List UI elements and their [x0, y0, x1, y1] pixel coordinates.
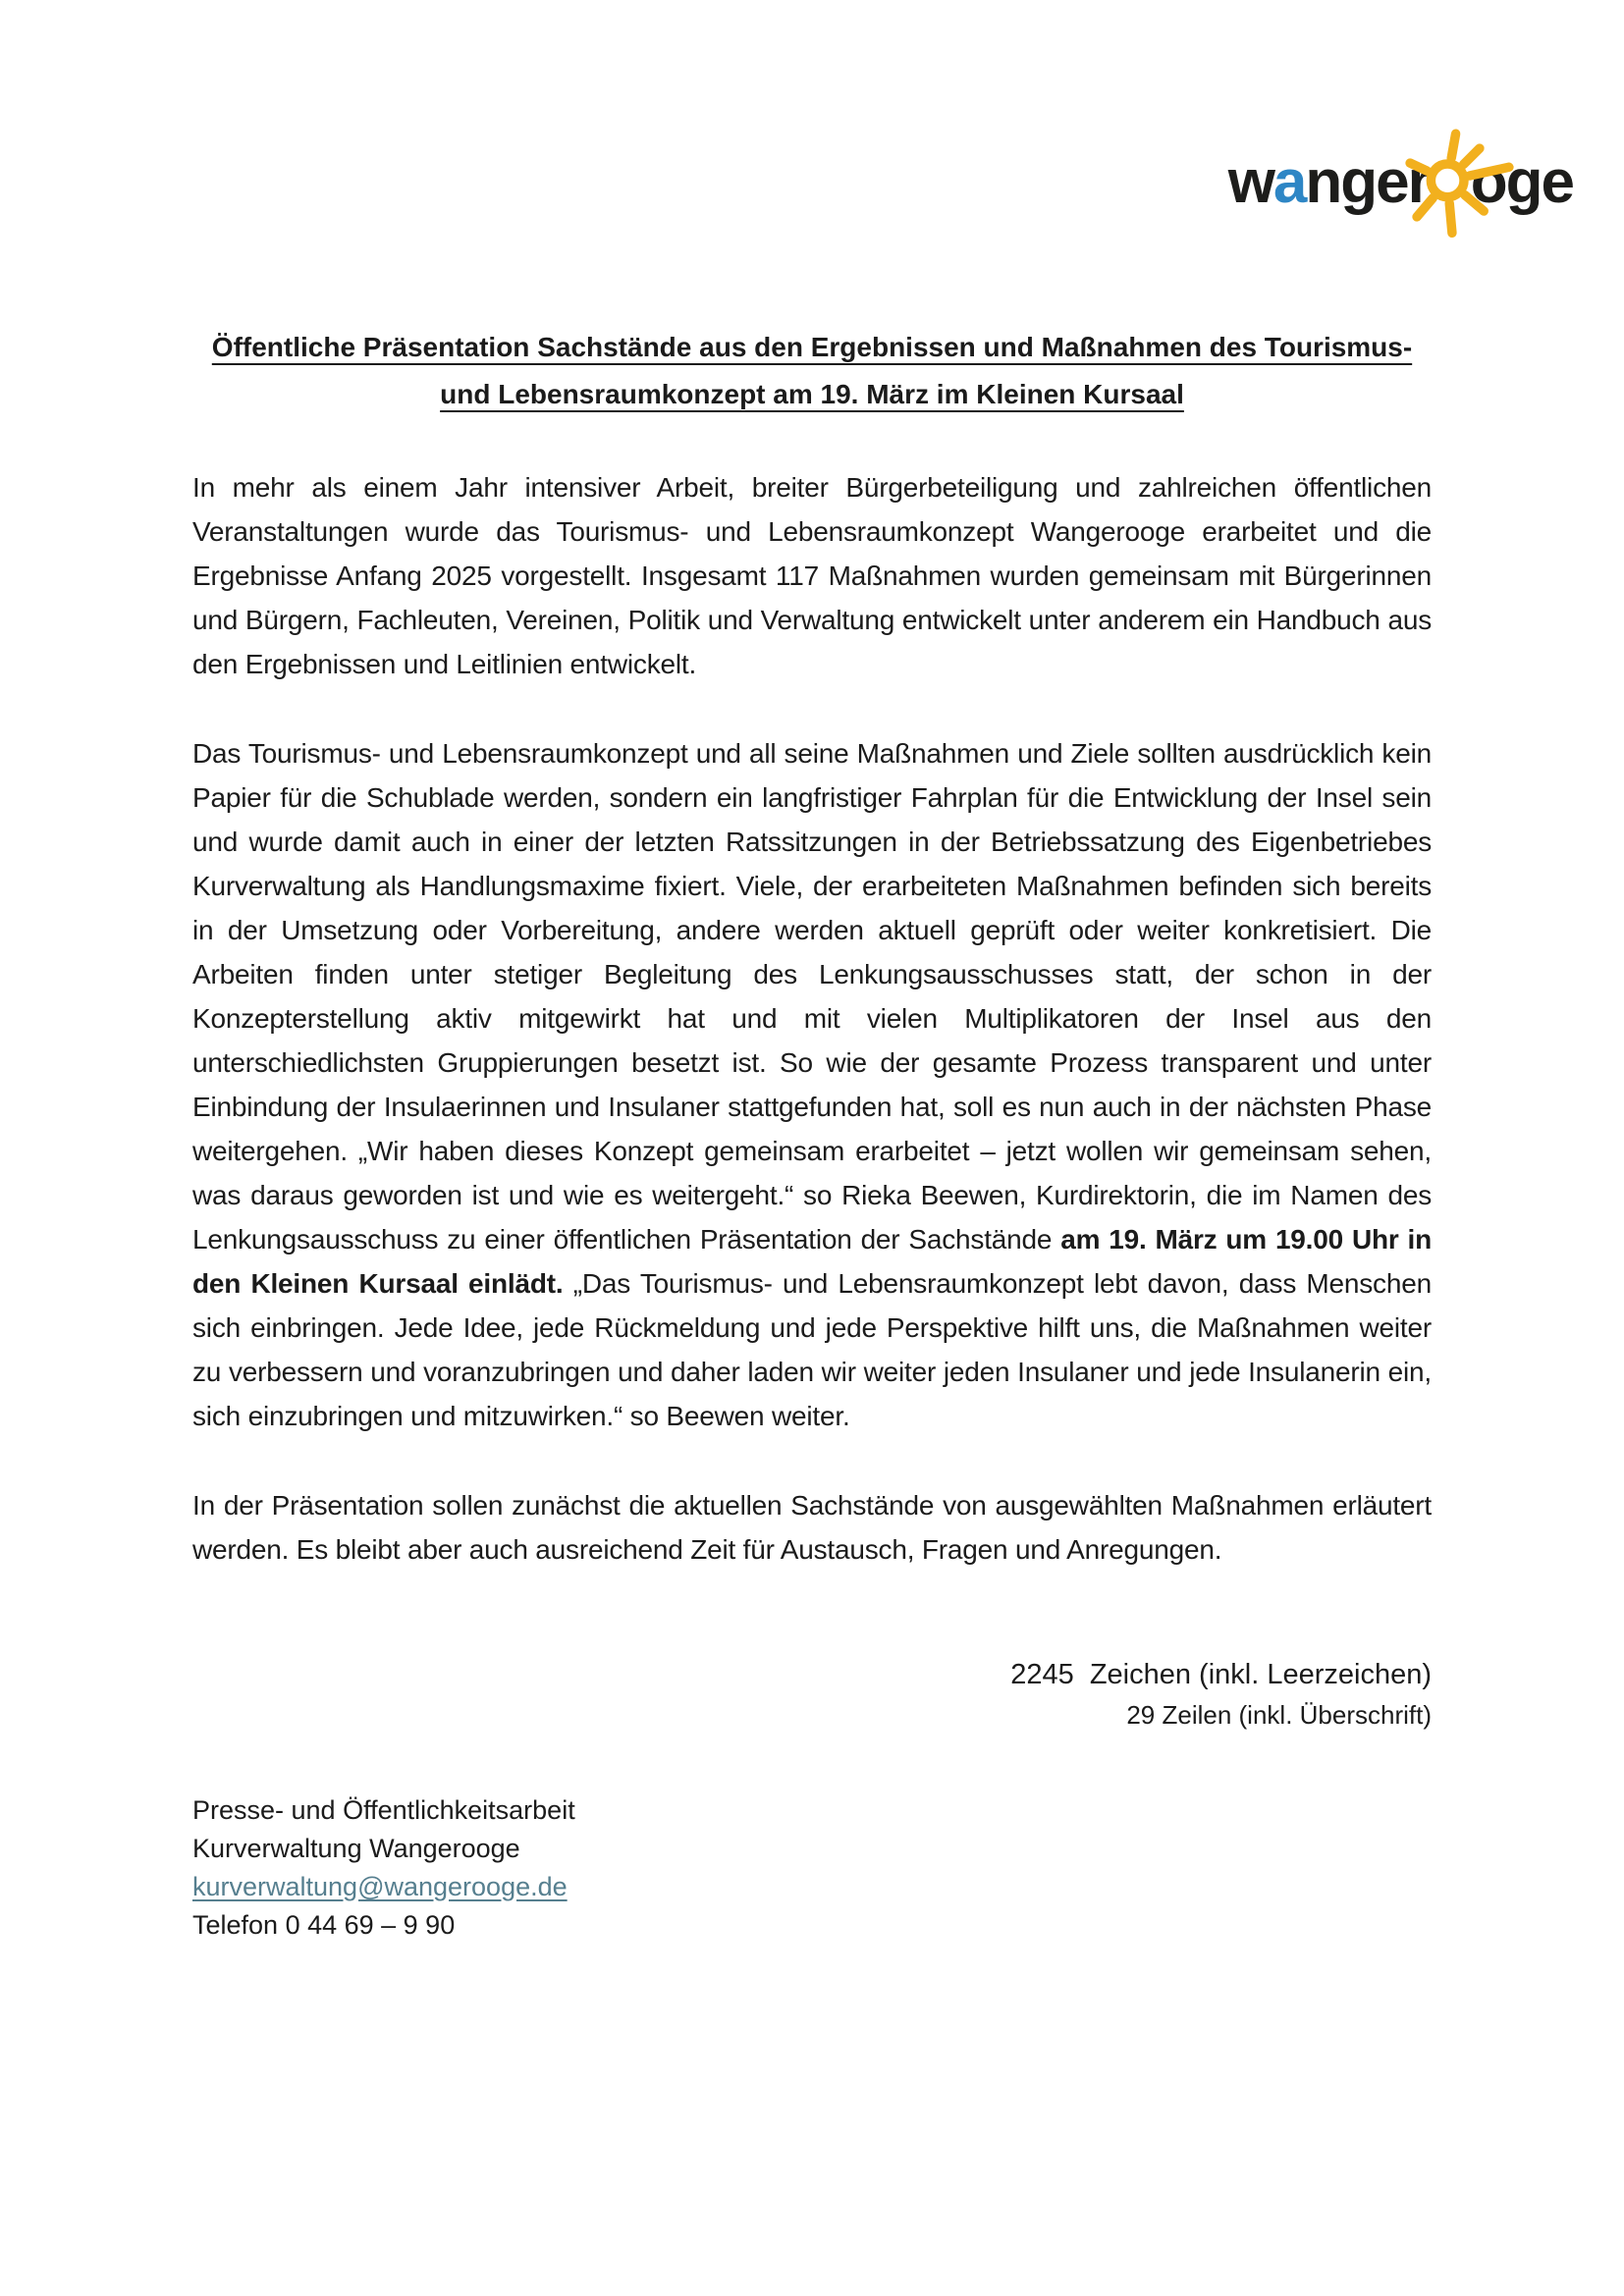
sun-icon [1430, 163, 1471, 202]
page-title [192, 324, 1432, 418]
character-count: 2245 Zeichen (inkl. Leerzeichen) [1010, 1659, 1432, 1690]
document-content [192, 0, 1432, 1945]
contact-email-link[interactable]: kurverwaltung@wangerooge.de [192, 1872, 568, 1901]
title-line-1: Öffentliche Präsentation Sachstände aus den Ergebnissen und Maßnahmen des Tourismus- [211, 332, 1413, 362]
logo-letters-nger: nger [1305, 148, 1430, 216]
contact-role: Presse- und Öffentlichkeitsarbeit [192, 1795, 575, 1825]
line-count: 29 Zeilen (inkl. Überschrift) [1126, 1700, 1432, 1730]
title-line-2: und Lebensraumkonzept am 19. März im Kleinen Kursaal [440, 379, 1184, 409]
logo-letters-oge: oge [1470, 148, 1573, 216]
paragraph-2 [192, 731, 1432, 1438]
contact-block [192, 1791, 1432, 1945]
paragraph-2-text-after-bold: „Das Tourismus- und Lebensraumkonzept lebt davon, dass Menschen sich einbringen. Jede Idee, jede Rückmeldung und jede Perspektive hilft uns, die Maßnahmen weiter zu verbessern und voranzubringen und daher laden wir weiter jeden Insulaner und jede Insulanerin ein, sich einzubringen und mitzuwirken.“ so Beewen weiter. [192, 1268, 1432, 1431]
contact-org: Kurverwaltung Wangerooge [192, 1834, 520, 1863]
paragraph-2-bold-date: am 19. März um 19.00 Uhr in den Kleinen Kursaal einlädt. [192, 1224, 1432, 1299]
paragraph-3: In der Präsentation sollen zunächst die aktuellen Sachstände von ausgewählten Maßnahmen erläutert werden. Es bleibt aber auch ausreichend Zeit für Austausch, Fragen und Anregungen. [192, 1490, 1432, 1565]
count-block [192, 1654, 1432, 1735]
paragraph-1: In mehr als einem Jahr intensiver Arbeit, breiter Bürgerbeteiligung und zahlreichen öffentlichen Veranstaltungen wurde das Tourismus- und Lebensraumkonzept Wangerooge erarbeitet und die Ergebnisse Anfang 2025 vorgestellt. Insgesamt 117 Maßnahmen wurden gemeinsam mit Bürgerinnen und Bürgern, Fachleuten, Vereinen, Politik und Verwaltung entwickelt unter anderem ein Handbuch aus den Ergebnissen und Leitlinien entwickelt. [192, 472, 1432, 679]
paragraph-2-text-before-bold: Das Tourismus- und Lebensraumkonzept und all seine Maßnahmen und Ziele sollten ausdrücklich kein Papier für die Schublade werden, sondern ein langfristiger Fahrplan für die Entwicklung der Insel sein und wurde damit auch in einer der letzten Ratssitzungen in der Betriebssatzung des Eigenbetriebes Kurverwaltung als Handlungsmaxime fixiert. Viele, der erarbeiteten Maßnahmen befinden sich bereits in der Umsetzung oder Vorbereitung, andere werden aktuell geprüft oder weiter konkretisiert. Die Arbeiten finden unter stetiger Begleitung des Lenkungsausschusses statt, der schon in der Konzepterstellung aktiv mitgewirkt hat und mit vielen Multiplikatoren der Insel aus den unterschiedlichsten Gruppierungen besetzt ist. So wie der gesamte Prozess transparent und unter Einbindung der Insulaerinnen und Insulaner stattgefunden hat, soll es nun auch in der nächsten Phase weitergehen. „Wir haben dieses Konzept gemeinsam erarbeitet – jetzt wollen wir gemeinsam sehen, was daraus geworden ist und wie es weitergeht.“ so Rieka Beewen, Kurdirektorin, die im Namen des Lenkungsausschuss zu einer öffentlichen Präsentation der Sachstände [192, 738, 1432, 1255]
contact-phone: Telefon 0 44 69 – 9 90 [192, 1910, 456, 1940]
logo-letter-a-blue: a [1272, 148, 1306, 216]
contact-email-row [192, 1868, 1432, 1906]
logo-letter-w: w [1227, 148, 1273, 216]
